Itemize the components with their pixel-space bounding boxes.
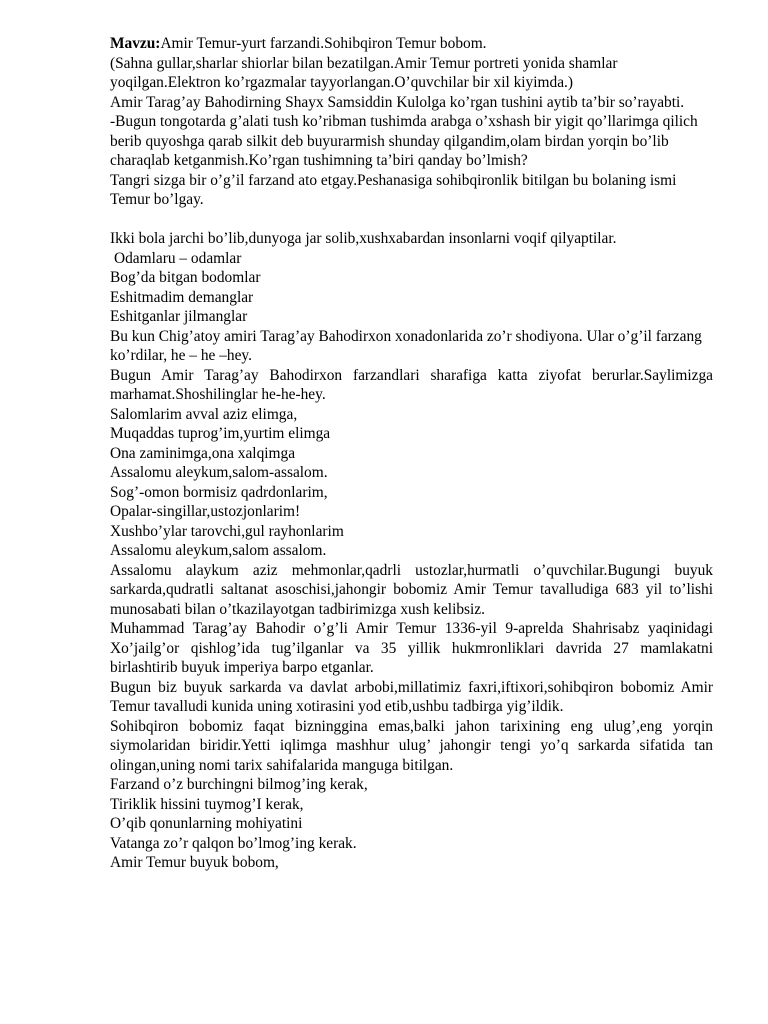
topic-text: Amir Temur-yurt farzandi.Sohibqiron Temur bobom. — [160, 35, 487, 52]
verse-3-line: Vatanga zo’r qalqon bo’lmog’ing kerak. — [110, 834, 357, 852]
paragraph-4: Ikki bola jarchi bo’lib,dunyoga jar solib,xushxabardan insonlarni voqif qilyaptilar. — [110, 230, 617, 247]
document-page — [110, 34, 713, 873]
verse-2-line: Opalar-singillar,ustozjonlarim! — [110, 503, 301, 520]
paragraph-7: Assalomu alaykum aziz mehmonlar,qadrli ustozlar,hurmatli o’quvchilar.Bugungi buyuk sarkarda,qudratli saltanat asoschisi,jahongir bobomiz Amir Temur tavalludiga 683 yil to’lishi munosabati bilan o’tkazilayotgan tadbirimizga xush kelibsiz. — [110, 561, 713, 618]
paragraph-5: Bu kun Chig’atoy amiri Tarag’ay Bahodirxon xonadonlarida zo’r shodiyona. Ular o’g’il farzang ko’rdilar, he – he –hey. — [110, 327, 702, 364]
verse-2-line: Salomlarim avval aziz elimga, — [110, 405, 298, 423]
paragraph-1: Amir Tarag’ay Bahodirning Shayx Samsiddin Kulolga ko’rgan tushini aytib ta’bir so’rayabti. — [110, 93, 685, 111]
verse-2-line: Assalomu aleykum,salom assalom. — [110, 542, 327, 559]
verse-1-line: Eshitmadim demanglar — [110, 288, 254, 306]
verse-1-line: Eshitganlar jilmanglar — [110, 308, 248, 325]
topic-line — [110, 34, 713, 54]
verse-3-line: Amir Temur buyuk bobom, — [110, 854, 279, 871]
topic-label: Mavzu: — [110, 35, 161, 52]
paragraph-6: Bugun Amir Tarag’ay Bahodirxon farzandlari sharafiga katta ziyofat berurlar.Saylimizga marhamat.Shoshilinglar he-he-hey. — [110, 366, 713, 403]
stage-direction: (Sahna gullar,sharlar shiorlar bilan bezatilgan.Amir Temur portreti yonida shamlar yoqilgan.Elektron ko’rgazmalar tayyorlangan.O’quvchilar bir xil kiyimda.) — [110, 54, 618, 91]
verse-1-line: Odamlaru – odamlar — [114, 249, 242, 267]
verse-1-line: Bog’da bitgan bodomlar — [110, 269, 261, 286]
verse-2-line: Muqaddas tuprog’im,yurtim elimga — [110, 425, 331, 442]
paragraph-2: -Bugun tongotarda g’alati tush ko’ribman tushimda arabga o’xshash bir yigit qo’llarimga qilich berib quyoshga qarab silkit deb buyurarmish shunday qilgandim,olam birdan yorqin bo’lib charaqlab ketganmish.Ko’rgan tushimning ta’biri qanday bo’lmish? — [110, 113, 698, 169]
verse-3-line: Tiriklik hissini tuymog’I kerak, — [110, 795, 304, 813]
verse-2-line: Sog’-omon bormisiz qadrdonlarim, — [110, 483, 328, 501]
verse-3-line: Farzand o’z burchingni bilmog’ing kerak, — [110, 776, 368, 793]
verse-2-line: Xushbo’ylar tarovchi,gul rayhonlarim — [110, 522, 344, 540]
blank-line — [110, 210, 713, 230]
paragraph-3: Tangri sizga bir o’g’il farzand ato etgay.Peshanasiga sohibqironlik bitilgan bu bolaning ismi Temur bo’lgay. — [110, 171, 677, 208]
paragraph-10: Sohibqiron bobomiz faqat bizninggina emas,balki jahon tarixining eng ulug’,eng yorqin siymolaridan biridir.Yetti iqlimga mashhur ulug’ jahongir tengi yo’q sarkarda sifatida tan olingan,uning nomi tarix sahifalarida manguga bitilgan. — [110, 717, 713, 774]
verse-2-line: Ona zaminimga,ona xalqimga — [110, 444, 296, 462]
verse-2-line: Assalomu aleykum,salom-assalom. — [110, 464, 328, 481]
verse-3-line: O’qib qonunlarning mohiyatini — [110, 815, 303, 832]
paragraph-9: Bugun biz buyuk sarkarda va davlat arbobi,millatimiz faxri,iftixori,sohibqiron bobomiz Amir Temur tavalludi kunida uning xotirasini yod etib,ushbu tadbirga yig’ildik. — [110, 678, 713, 715]
paragraph-8: Muhammad Tarag’ay Bahodir o’g’li Amir Temur 1336-yil 9-aprelda Shahrisabz yaqinidagi Xo’jailg’or qishlog’ida tug’ilganlar va 35 yillik hukmronliklari davrida 27 mamlakatni birlashtirib buyuk imperiya barpo etganlar. — [110, 620, 713, 676]
